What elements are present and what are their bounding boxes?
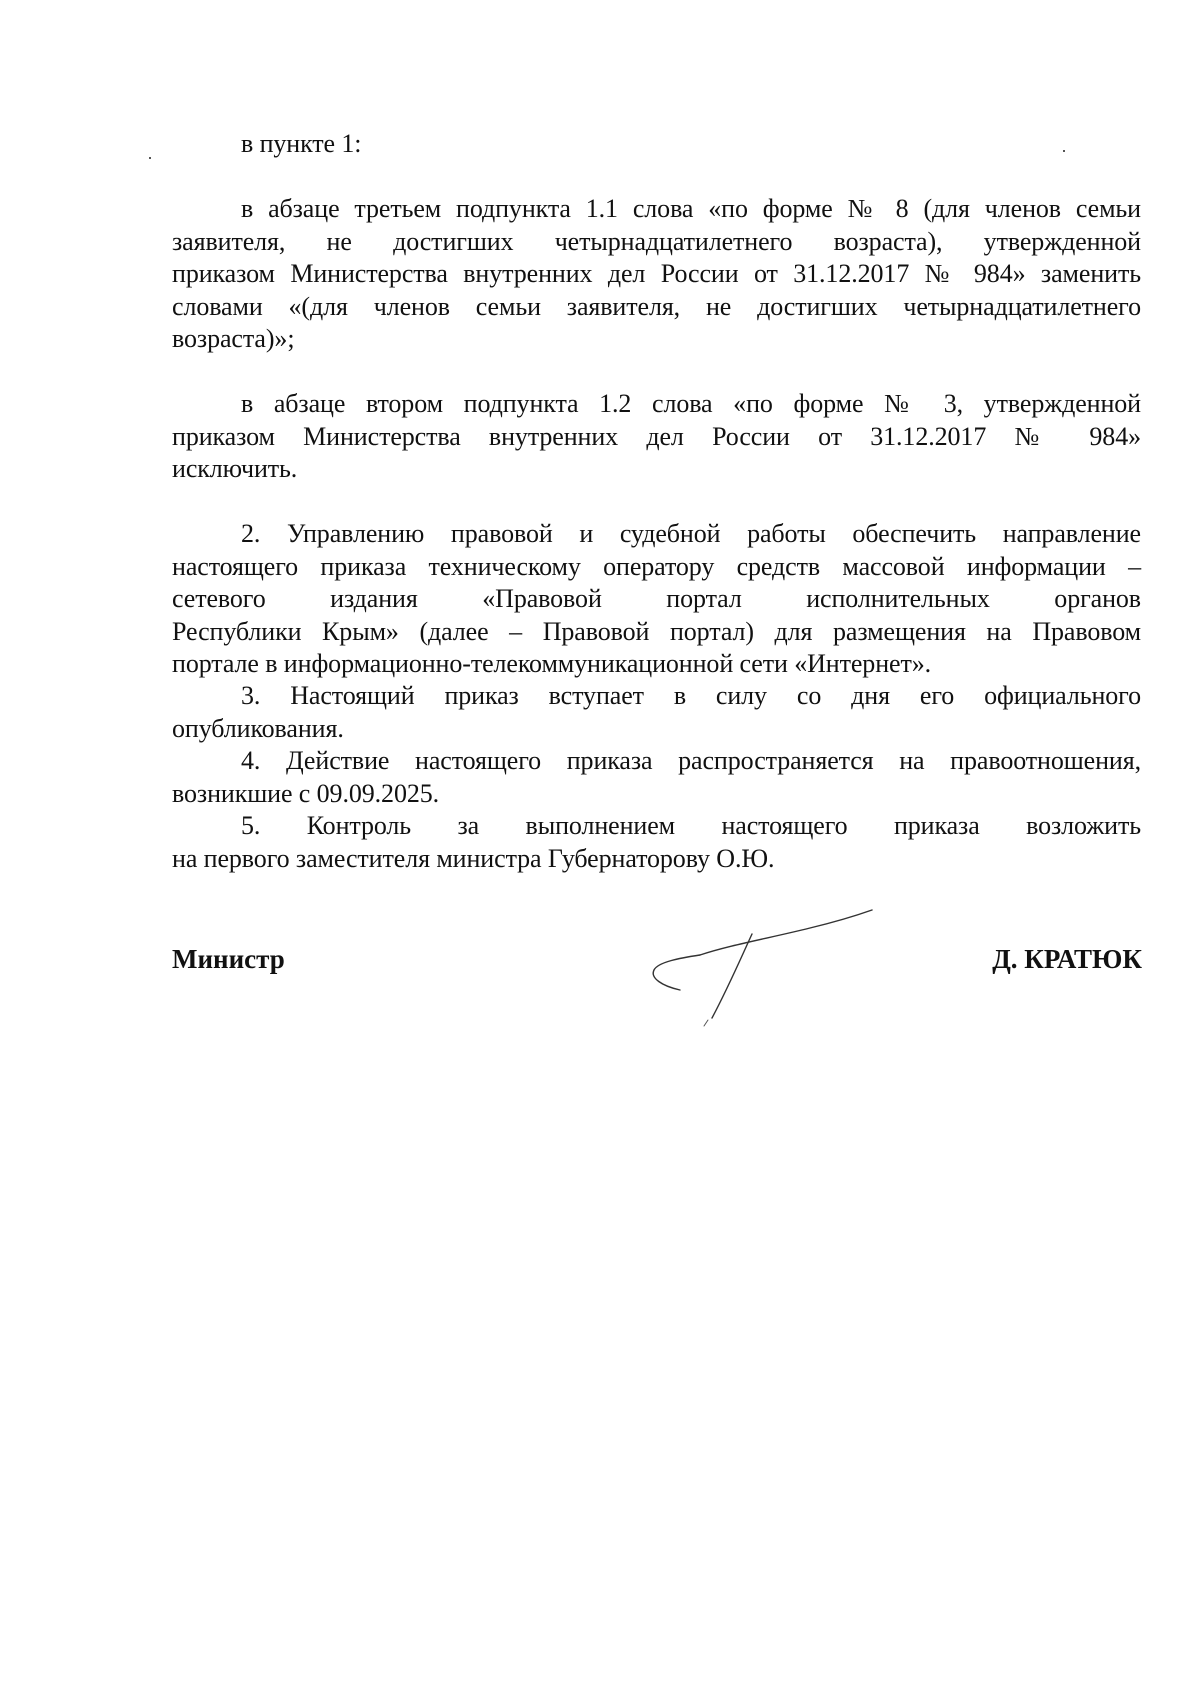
scan-speck: [149, 157, 151, 159]
text-line: Республики Крым» (далее – Правовой портал) для размещения на Правовом: [172, 616, 1141, 646]
text-line: 5. Контроль за выполнением настоящего приказа возложить: [241, 811, 1141, 840]
text-line: в абзаце третьем подпункта 1.1 слова «по форме № 8 (для членов семьи: [241, 194, 1141, 223]
signatory-name: Д. КРАТЮК: [992, 944, 1142, 974]
text-line: настоящего приказа техническому оператору средств массовой информации –: [172, 551, 1141, 581]
signatory-title: Министр: [172, 944, 285, 974]
paragraph-intro: [172, 128, 1141, 161]
paragraph-item-5: [172, 810, 1141, 875]
text-line: заявителя, не достигших четырнадцатилетнего возраста), утвержденной: [172, 226, 1141, 256]
text-line: в абзаце втором подпункта 1.2 слова «по форме № 3, утвержденной: [241, 389, 1141, 418]
text-line: исключить.: [172, 454, 298, 483]
text-line: 4. Действие настоящего приказа распространяется на правоотношения,: [241, 746, 1141, 775]
paragraph-item-3: [172, 680, 1141, 745]
text-line: сетевого издания «Правовой портал исполнительных органов: [172, 584, 1141, 613]
paragraph-subitem-1-1: [172, 193, 1141, 356]
text-line: опубликования.: [172, 713, 344, 743]
text-line: 3. Настоящий приказ вступает в силу со дня его официального: [241, 681, 1141, 710]
paragraph-item-4: [172, 745, 1141, 810]
text-line: приказом Министерства внутренних дел России от 31.12.2017 № 984»: [172, 421, 1141, 451]
paragraph-item-2: [172, 518, 1141, 681]
text-line: в пункте 1:: [241, 129, 362, 158]
text-line: приказом Министерства внутренних дел России от 31.12.2017 № 984» заменить: [172, 259, 1141, 288]
paragraph-subitem-1-2: [172, 388, 1141, 486]
text-line: на первого заместителя министра Губернаторову О.Ю.: [172, 843, 775, 873]
text-line: возникшие с 09.09.2025.: [172, 778, 440, 808]
text-line: 2. Управлению правовой и судебной работы обеспечить направление: [241, 519, 1141, 548]
handwritten-signature: [640, 900, 880, 1030]
text-line: возраста)»;: [172, 324, 295, 353]
text-line: портале в информационно-телекоммуникационной сети «Интернет».: [172, 649, 932, 678]
text-line: словами «(для членов семьи заявителя, не достигших четырнадцатилетнего: [172, 291, 1141, 321]
